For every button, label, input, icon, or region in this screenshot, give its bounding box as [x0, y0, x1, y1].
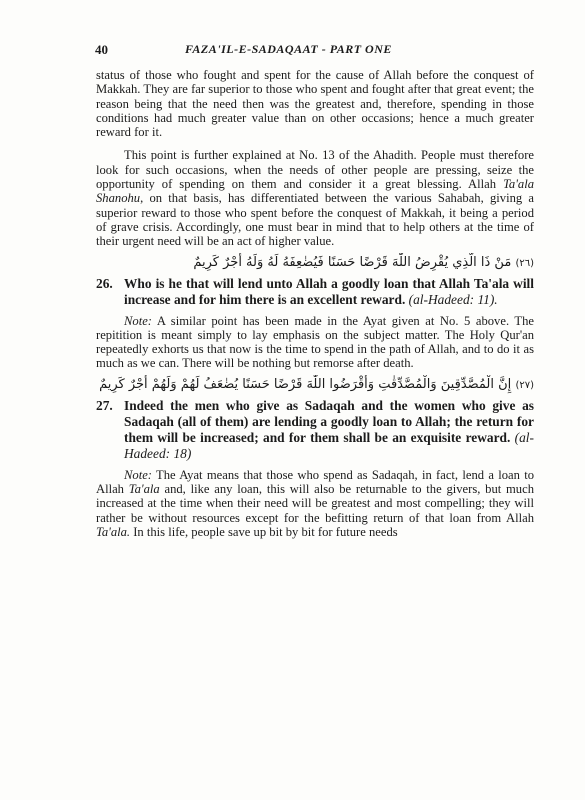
note-1: Note: A similar point has been made in the Ayat given at No. 5 above. The repitition is meant simply to lay emphasis on the subject matter. The Holy Qur'an repeatedly exhorts us that now is the time to spend in the path of Allah, and to do it as much as we can. There will be nothing but remorse after death.	[96, 313, 534, 371]
arabic-verse-27-number: (٢٧)	[515, 379, 534, 391]
paragraph-1: status of those who fought and spent for the cause of Allah before the conquest of Makkah. They are far superior to those who spent and fought after that great event; the reason being that the need then was the greatest and, therefore, spending in those conditions had much greater value than on other occasions; hence a much greater reward for it.	[96, 68, 534, 140]
page-body	[96, 68, 534, 539]
verse-27-number: 27.	[96, 397, 113, 413]
arabic-verse-27-text: إِنَّ الْمُصَّدِّقِينَ وَالْمُصَّدِّقٰتِ وَأَقْرَضُوا اللّٰهَ قَرْضًا حَسَنًا يُضٰعَفُ لَهُمْ وَلَهُمْ أَجْرٌ كَرِيمٌ	[99, 376, 512, 392]
arabic-verse-26-number: (٢٦)	[515, 257, 534, 269]
page-number: 40	[95, 42, 108, 57]
verse-26-number: 26.	[96, 275, 113, 291]
verse-26-translation	[96, 276, 534, 308]
arabic-verse-27	[96, 375, 534, 396]
arabic-verse-26	[96, 253, 534, 274]
note-2: Note: The Ayat means that those who spend as Sadaqah, in fact, lend a loan to Allah Ta'ala and, like any loan, this will also be returnable to the givers, but much increased at the time when their need will be greatest and most compelling; they will rather be without resources except for the befitting return of that loan from Allah Ta'ala. In this life, people save up bit by bit for future needs	[96, 467, 534, 539]
note-1-label: Note:	[124, 313, 152, 328]
verse-26-reference: (al-Hadeed: 11).	[408, 291, 498, 307]
note-2-label: Note:	[124, 467, 152, 482]
verse-27-translation	[96, 398, 534, 462]
arabic-verse-26-text: مَنْ ذَا الَّذِي يُقْرِضُ اللّٰهَ قَرْضًا حَسَنًا فَيُضٰعِفَهُ لَهُ وَلَهُ أَجْرٌ كَرِيمٌ	[193, 254, 512, 270]
verse-26-text: Who is he that will lend unto Allah a goodly loan that Allah Ta'ala will increase and for him there is an excellent reward.	[124, 275, 534, 307]
verse-27-text: Indeed the men who give as Sadaqah and the women who give as Sadaqah (all of them) are lending a goodly loan to Allah; the return for them will be increased; and for them shall be an exquisite reward.	[124, 397, 534, 445]
verse-27-reference: (al-Hadeed: 18)	[124, 429, 534, 461]
paragraph-2: This point is further explained at No. 13 of the Ahadith. People must therefore look for such occasions, when the needs of other people are pressing, seize the opportunity of spending on them and consider it a great blessing. Allah Ta'ala Shanohu, on that basis, has differentiated between the various Sahabah, giving a superior reward to those who spent before the conquest of Makkah, it being a period of grave crisis. Accordingly, one must bear in mind that to help others at the time of their urgent need will be an act of higher value.	[96, 148, 534, 249]
page-header	[95, 42, 515, 60]
running-title: FAZA'IL-E-SADAQAAT - PART ONE	[185, 42, 392, 56]
